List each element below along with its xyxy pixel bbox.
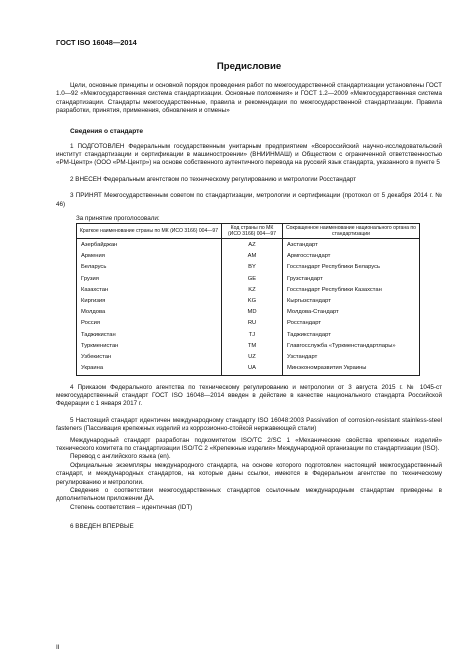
table-header-row [77,224,420,239]
table-row [77,262,420,273]
body-cell: Росстандарт [283,318,420,329]
item-5-degree-paragraph: Степень соответствия – идентичная (IDT) [70,503,193,511]
section-heading: Сведения о стандарте [70,127,144,135]
table-row [77,330,420,341]
body-cell: Молдова-Стандарт [283,307,420,318]
item-3-paragraph: 3 ПРИНЯТ Межгосударственным советом по стандартизации, метрологии и сертификации (протокол от 5 декабря 2014 г. № 46) [56,192,442,208]
body-cell: Госстандарт Республики Беларусь [283,262,420,273]
table-row [77,239,420,252]
item-1-paragraph: 1 ПОДГОТОВЛЕН Федеральным государственным унитарным предприятием «Всероссийский научно-исследовательский институт стандартизации и сертификации в машиностроении» (ВНИИНМАШ) и Обществом с ограниченной ответственностью «РМ-Центр» (ООО «РМ-Центр») на основе собственного аутентичного перевода на русский язык стандарта, указанного в пункте 5 [56,142,442,167]
body-cell: Главгосслужба «Туркменстандартлары» [283,341,420,352]
page-title: Предисловие [216,61,282,72]
code-cell: BY [222,262,283,273]
code-cell: UZ [222,352,283,363]
code-cell: KZ [222,285,283,296]
document-id: ГОСТ ISO 16048—2014 [56,38,137,47]
code-cell: MD [222,307,283,318]
country-cell: Украина [77,363,222,375]
body-cell: Таджикстандарт [283,330,420,341]
table-row [77,274,420,285]
voted-label: За принятие проголосовали: [76,215,160,223]
header-code: Код страны по МК (ИСО 3166) 004—97 [222,224,283,239]
voting-countries-table [76,223,420,375]
country-cell: Россия [77,318,222,329]
code-cell: TJ [222,330,283,341]
table-row [77,352,420,363]
country-cell: Беларусь [77,262,222,273]
code-cell: RU [222,318,283,329]
document-page [56,38,442,532]
body-cell: Армгосстандарт [283,251,420,262]
country-cell: Армения [77,251,222,262]
page-number: II [56,644,60,651]
country-cell: Киргизия [77,296,222,307]
country-cell: Грузия [77,274,222,285]
code-cell: TM [222,341,283,352]
header-body: Сокращенное наименование национального органа по стандартизации [283,224,420,239]
country-cell: Узбекистан [77,352,222,363]
country-cell: Казахстан [77,285,222,296]
table-row [77,363,420,375]
table-row [77,285,420,296]
header-country: Краткое наименование страны по МК (ИСО 3166) 004—97 [77,224,222,239]
code-cell: KG [222,296,283,307]
code-cell: AM [222,251,283,262]
country-cell: Молдова [77,307,222,318]
table-row [77,318,420,329]
item-2-paragraph: 2 ВНЕСЕН Федеральным агентством по техническому регулированию и метрологии Росстандарт [70,175,357,183]
table-row [77,341,420,352]
code-cell: AZ [222,239,283,252]
country-cell: Туркменистан [77,341,222,352]
body-cell: Минэкономразвития Украины [283,363,420,375]
body-cell: Госстандарт Республики Казахстан [283,285,420,296]
item-5-correspondence-paragraph: Сведения о соответствии межгосударственных стандартов ссылочным международным стандартам приведены в дополнительном приложении ДА. [56,486,442,503]
item-5-copies-paragraph: Официальные экземпляры международного стандарта, на основе которого подготовлен настоящий межгосударственный стандарт, и международных стандартов, на которые даны ссылки, имеются в Федеральном агентстве по техническому регулированию и метрологии. [56,461,442,486]
body-cell: Грузстандарт [283,274,420,285]
country-cell: Азербайджан [77,239,222,252]
body-cell: Азстандарт [283,239,420,252]
item-4-paragraph: 4 Приказом Федерального агентства по техническому регулированию и метрологии от 3 августа 2015 г. № 1045-ст межгосударственный стандарт ГОСТ ISO 16048—2014 введен в действие в качестве национального стандарта Российской Федерации с 1 января 2017 г. [56,383,442,408]
table-row [77,296,420,307]
body-cell: Узстандарт [283,352,420,363]
item-6-paragraph: 6 ВВЕДЕН ВПЕРВЫЕ [70,523,134,531]
code-cell: UA [222,363,283,375]
code-cell: GE [222,274,283,285]
country-cell: Таджикистан [77,330,222,341]
item-5-committee-paragraph: Международный стандарт разработан подкомитетом ISO/TC 2/SC 1 «Механические свойства крепежных изделий» технического комитета по стандартизации ISO/TC 2 «Крепежные изделия» Международной организации по стандартизации (ISO). [56,436,442,452]
body-cell: Кыргызстандарт [283,296,420,307]
table-row [77,251,420,262]
intro-paragraph: Цели, основные принципы и основной порядок проведения работ по межгосударственной стандартизации установлены ГОСТ 1.0—92 «Межгосударственная система стандартизации. Основные положения» и ГОСТ 1.2—2009 «Межгосударственная система стандартизации. Стандарты межгосударственные, правила и рекомендации по межгосударственной стандартизации. Правила разработки, принятия, применения, обновления и отмены» [56,82,442,115]
item-5-paragraph: 5 Настоящий стандарт идентичен международному стандарту ISO 16048:2003 Passivation of corrosion-resistant stainless-steel fasteners (Пассивация крепежных изделий из коррозионно-стойкой нержавеющей стали) [56,416,442,433]
item-5-translation-paragraph: Перевод с английского языка (en). [70,453,171,461]
table-row [77,307,420,318]
